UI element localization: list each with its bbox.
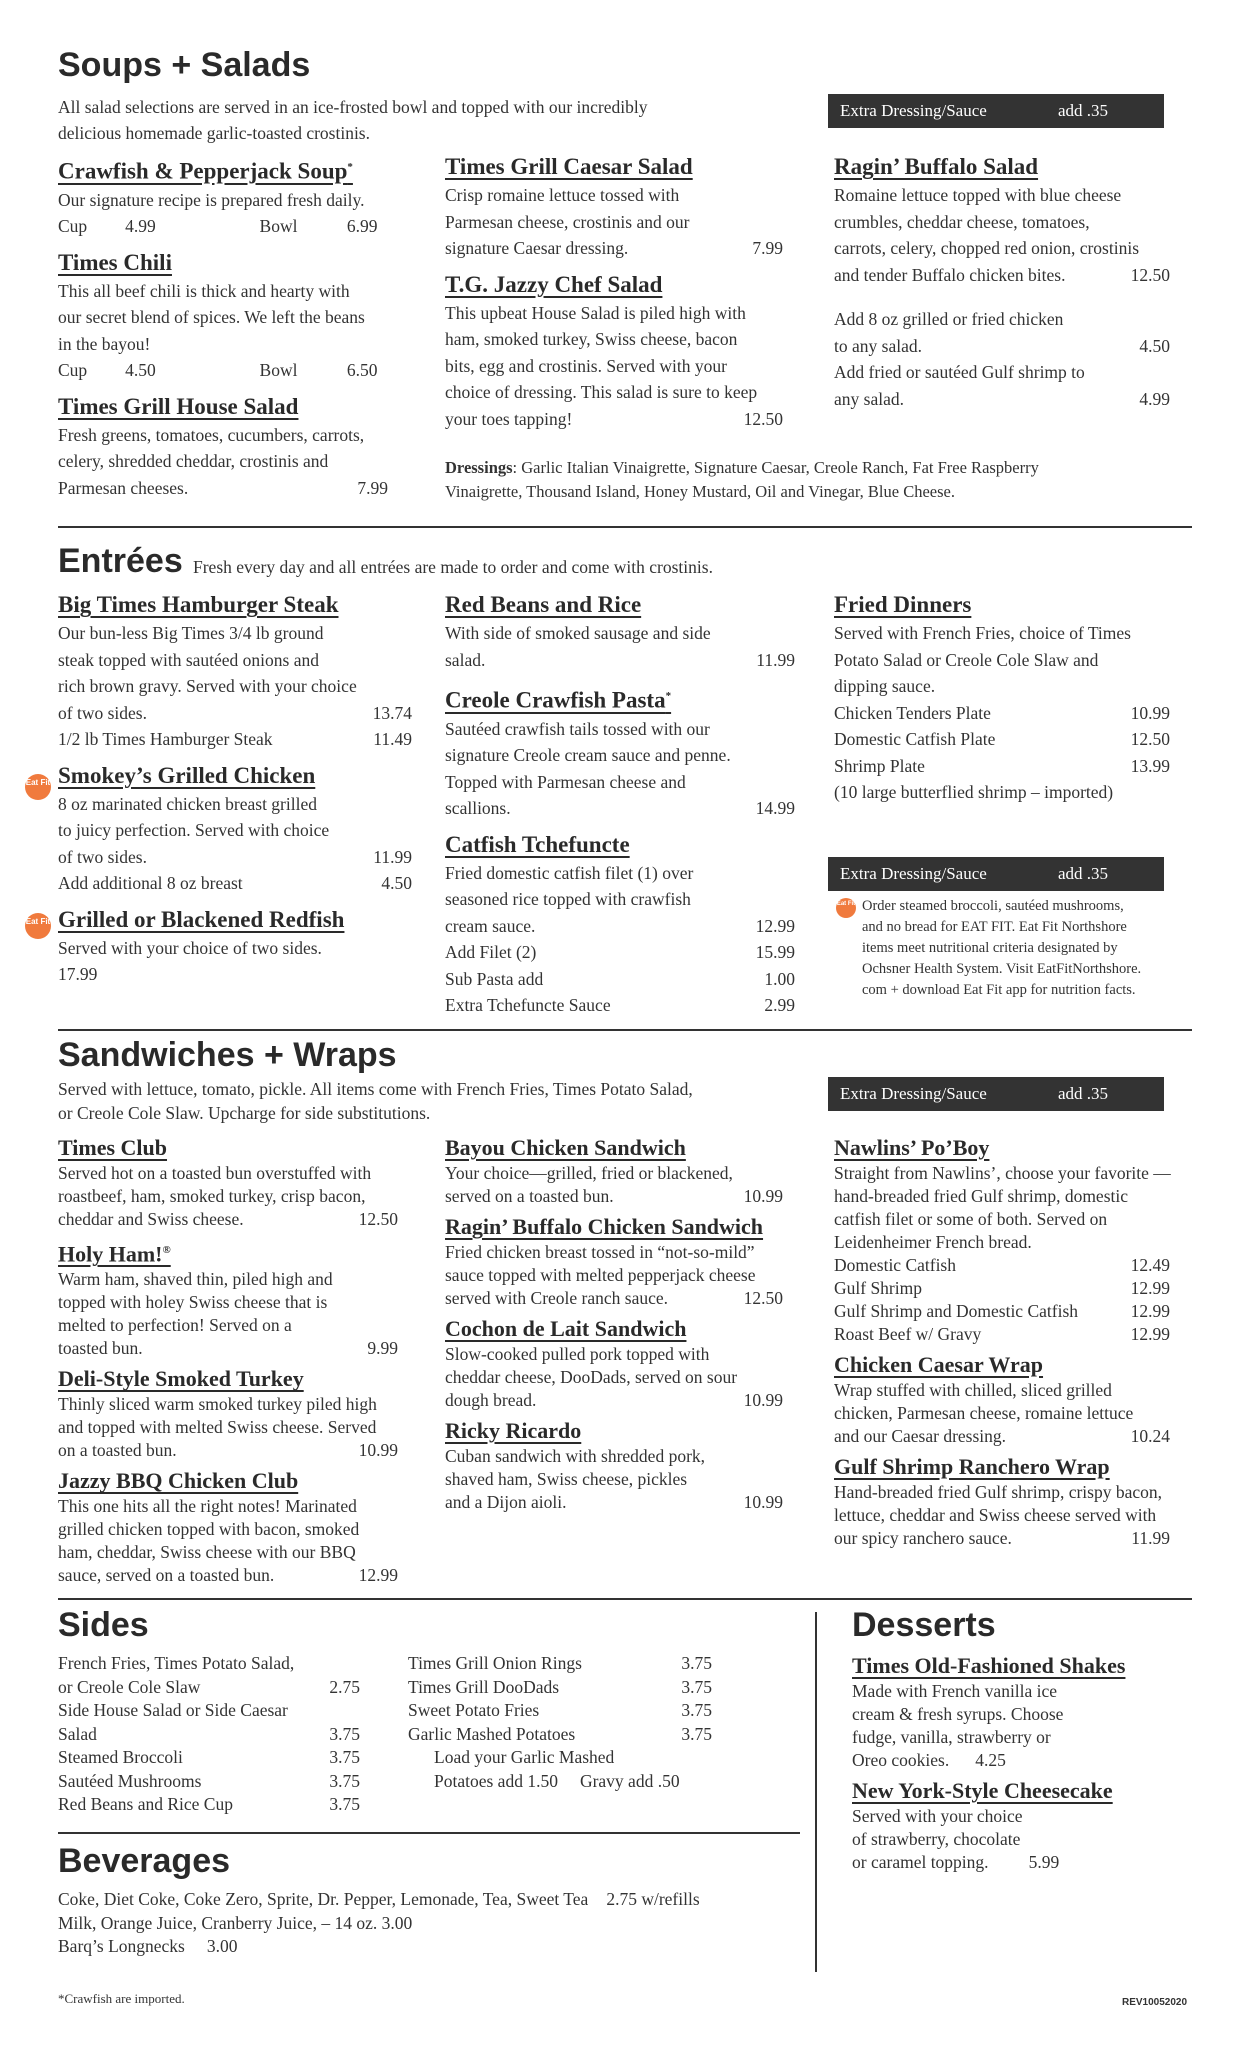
item-title: T.G. Jazzy Chef Salad <box>445 271 663 297</box>
eat-fit-icon: Eat Fit <box>836 898 856 918</box>
menu-item: Ragin’ Buffalo Chicken Sandwich Fried chicken breast tossed in “not-so-mild” sauce topped with melted pepperjack cheese served with Creole ranch sauce. 12.50 <box>445 1213 795 1310</box>
item-title: Bayou Chicken Sandwich <box>445 1135 686 1160</box>
item-title: Times Chili <box>58 249 172 275</box>
footnote: *Crawfish are imported. <box>58 1991 185 2006</box>
item-title: Times Old-Fashioned Shakes <box>852 1653 1126 1678</box>
sandwiches-intro: Served with lettuce, tomato, pickle. All items come with French Fries, Times Potato Salad, or Creole Cole Slaw. Upcharge for side substitutions. <box>58 1079 693 1123</box>
soups-col-1 <box>58 152 414 509</box>
sandwiches-col-2 <box>445 1134 795 1519</box>
item-title: Times Grill Caesar Salad <box>445 154 693 179</box>
extra-dressing-bar: Extra Dressing/Sauce add .35 <box>828 94 1164 128</box>
menu-item: Red Beans and Rice With side of smoked sausage and side salad. 11.99 <box>445 592 795 670</box>
entrees-section-title: Entrées <box>58 542 183 580</box>
sides-section-title: Sides <box>58 1606 149 1644</box>
menu-item: Grilled or Blackened Redfish Served with your choice of two sides. 17.99 <box>58 905 412 988</box>
menu-item: Fried Dinners Served with French Fries, choice of Times Potato Salad or Creole Cole Slaw and dipping sauce. Chicken Tenders Plate 10.99 Domestic Catfish Plate 12.50 Shrimp Plate 13.99 (10 large butterflied shrimp – imported) <box>834 592 1170 802</box>
item-title: Times Grill House Salad <box>58 393 299 419</box>
eat-fit-note: Order steamed broccoli, sautéed mushrooms, and no bread for EAT FIT. Eat Fit Northshore items meet nutritional criteria designated by Ochsner Health System. Visit EatFitNorthshore. com + download Eat Fit app for nutrition facts. <box>862 898 1142 998</box>
item-title: Jazzy BBQ Chicken Club <box>58 1468 299 1494</box>
item-title: Catfish Tchefuncte <box>445 831 630 857</box>
item-title: Smokey’s Grilled Chicken <box>58 762 316 788</box>
eat-fit-icon: Eat Fit <box>25 913 51 939</box>
menu-item: Crawfish & Pepperjack Soup* Our signature recipe is prepared fresh daily. Cup 4.99 Bowl 6.99 <box>58 158 378 237</box>
divider <box>58 1598 1192 1600</box>
sides-col-2: Times Grill Onion Rings 3.75 Times Grill DooDads 3.75 Sweet Potato Fries 3.75 Garlic Mashed Potatoes 3.75 Load your Garlic Mashed Potatoes add 1.50 Gravy add .50 <box>408 1653 712 1791</box>
sandwiches-col-3 <box>834 1134 1186 1555</box>
menu-item: Chicken Caesar Wrap Wrap stuffed with chilled, sliced grilled chicken, Parmesan cheese, romaine lettuce and our Caesar dressing. 10.24 <box>834 1351 1186 1448</box>
soups-intro: All salad selections are served in an ice-frosted bowl and topped with our incredibly delicious homemade garlic-toasted crostinis. <box>58 97 648 143</box>
item-title: New York-Style Cheesecake <box>852 1778 1113 1803</box>
soups-col-3 <box>834 152 1194 412</box>
menu-item: Nawlins’ Po’Boy Straight from Nawlins’, choose your favorite — hand-breaded fried Gulf shrimp, domestic catfish filet or some of both. Served on Leidenheimer French bread. Domestic Catfish 12.49 Gulf Shrimp 12.99 Gulf Shrimp and Domestic Catfish 12.99 Roast Beef w/ Gravy 12.99 <box>834 1134 1186 1346</box>
menu-item: Catfish Tchefuncte Fried domestic catfish filet (1) over seasoned rice topped with crawfish cream sauce. 12.99 Add Filet (2) 15.99 Sub Pasta add 1.00 Extra Tchefuncte Sauce 2.99 <box>445 831 795 1016</box>
vertical-divider <box>815 1612 817 1972</box>
menu-item: New York-Style Cheesecake Served with your choice of strawberry, chocolate or caramel topping. 5.99 <box>852 1777 1182 1874</box>
menu-item: Holy Ham!® Warm ham, shaved thin, piled high and topped with holey Swiss cheese that is melted to perfection! Served on a toasted bun. 9.99 <box>58 1241 398 1359</box>
item-title: Ragin’ Buffalo Salad <box>834 154 1039 179</box>
beverages-section-title: Beverages <box>58 1842 231 1880</box>
extra-dressing-bar: Extra Dressing/Sauce add .35 <box>828 857 1164 891</box>
entrees-col-3 <box>834 590 1170 814</box>
revision-code: REV10052020 <box>1122 1997 1188 2008</box>
item-title: Ricky Ricardo <box>445 1418 582 1443</box>
menu-item: Times Chili This all beef chili is thick and hearty with our secret blend of spices. We left the beans in the bayou! Cup 4.50 Bowl 6.50 <box>58 248 414 384</box>
sandwiches-col-1 <box>58 1134 412 1592</box>
item-title: Grilled or Blackened Redfish <box>58 906 345 932</box>
menu-item: Creole Crawfish Pasta* Sautéed crawfish tails tossed with our signature Creole cream sauce and penne. Topped with Parmesan cheese and scallions. 14.99 <box>445 687 795 819</box>
item-title: Creole Crawfish Pasta <box>445 687 666 713</box>
menu-item: Times Club Served hot on a toasted bun overstuffed with roastbeef, ham, smoked turkey, crisp bacon, cheddar and Swiss cheese. 12.50 <box>58 1134 412 1231</box>
sandwiches-section-title: Sandwiches + Wraps <box>58 1036 397 1074</box>
menu-item: Bayou Chicken Sandwich Your choice—grilled, fried or blackened, served on a toasted bun. 10.99 <box>445 1134 795 1208</box>
menu-item: Times Grill Caesar Salad Crisp romaine lettuce tossed with Parmesan cheese, crostinis and our signature Caesar dressing. 7.99 <box>445 152 790 262</box>
item-title: Gulf Shrimp Ranchero Wrap <box>834 1454 1110 1479</box>
menu-item: Deli-Style Smoked Turkey Thinly sliced warm smoked turkey piled high and topped with melted Swiss cheese. Served on a toasted bun. 10.99 <box>58 1365 412 1462</box>
item-title: Cochon de Lait Sandwich <box>445 1316 687 1341</box>
item-title: Crawfish & Pepperjack Soup <box>58 158 348 184</box>
item-title: Ragin’ Buffalo Chicken Sandwich <box>445 1214 764 1239</box>
menu-item: Times Grill House Salad Fresh greens, tomatoes, cucumbers, carrots, celery, shredded cheddar, crostinis and Parmesan cheeses. 7.99 <box>58 392 414 502</box>
salad-addons: Add 8 oz grilled or fried chicken to any salad. 4.50 Add fried or sautéed Gulf shrimp to any salad. 4.99 <box>834 309 1170 409</box>
menu-item: Big Times Hamburger Steak Our bun-less Big Times 3/4 lb ground steak topped with sautéed onions and rich brown gravy. Served with your choice of two sides. 13.74 1/2 lb Times Hamburger Steak 11.49 <box>58 592 412 749</box>
entrees-col-2 <box>445 590 795 1027</box>
desserts-section-title: Desserts <box>852 1606 996 1644</box>
menu-item: Smokey’s Grilled Chicken 8 oz marinated chicken breast grilled to juicy perfection. Served with choice of two sides. 11.99 Add additional 8 oz breast 4.50 <box>58 762 412 893</box>
menu-item: Ragin’ Buffalo Salad Romaine lettuce topped with blue cheese crumbles, cheddar cheese, tomatoes, carrots, celery, chopped red onion, crostinis and tender Buffalo chicken bites. 12.50 <box>834 152 1194 288</box>
divider <box>58 526 1192 528</box>
extra-dressing-bar: Extra Dressing/Sauce add .35 <box>828 1077 1164 1111</box>
divider <box>58 1029 1192 1031</box>
item-title: Big Times Hamburger Steak <box>58 592 339 617</box>
beverages-list: Coke, Diet Coke, Coke Zero, Sprite, Dr. Pepper, Lemonade, Tea, Sweet Tea 2.75 w/refills Milk, Orange Juice, Cranberry Juice, – 14 oz. 3.00 Barq’s Longnecks 3.00 <box>58 1889 700 1956</box>
item-title: Fried Dinners <box>834 592 972 617</box>
eat-fit-icon: Eat Fit <box>25 774 51 800</box>
item-title: Holy Ham! <box>58 1241 163 1267</box>
menu-item: T.G. Jazzy Chef Salad This upbeat House Salad is piled high with ham, smoked turkey, Swiss cheese, bacon bits, egg and crostinis. Served with your choice of dressing. This salad is sure to keep your toes tapping! 12.50 <box>445 270 790 433</box>
desserts-col <box>852 1652 1182 1879</box>
item-title: Nawlins’ Po’Boy <box>834 1135 990 1160</box>
entrees-col-1 <box>58 590 412 996</box>
menu-item: Gulf Shrimp Ranchero Wrap Hand-breaded fried Gulf shrimp, crispy bacon, lettuce, cheddar and Swiss cheese served with our spicy ranchero sauce. 11.99 <box>834 1453 1186 1550</box>
soups-col-2 <box>445 152 790 440</box>
menu-item: Times Old-Fashioned Shakes Made with French vanilla ice cream & fresh syrups. Choose fudge, vanilla, strawberry or Oreo cookies. 4.25 <box>852 1652 1182 1772</box>
item-title: Chicken Caesar Wrap <box>834 1352 1044 1377</box>
divider <box>58 1832 800 1834</box>
menu-item: Cochon de Lait Sandwich Slow-cooked pulled pork topped with cheddar cheese, DooDads, served on sour dough bread. 10.99 <box>445 1315 795 1412</box>
menu-item: Ricky Ricardo Cuban sandwich with shredded pork, shaved ham, Swiss cheese, pickles and a Dijon aioli. 10.99 <box>445 1417 795 1514</box>
item-title: Times Club <box>58 1135 168 1160</box>
soups-section-title: Soups + Salads <box>58 46 311 84</box>
sides-col-1: French Fries, Times Potato Salad, or Creole Cole Slaw 2.75 Side House Salad or Side Caesar Salad 3.75 Steamed Broccoli 3.75 Sautéed Mushrooms 3.75 Red Beans and Rice Cup 3.75 <box>58 1653 360 1814</box>
entrees-intro: Fresh every day and all entrées are made to order and come with crostinis. <box>193 557 713 577</box>
item-title: Red Beans and Rice <box>445 592 642 617</box>
item-title: Deli-Style Smoked Turkey <box>58 1366 304 1392</box>
menu-item: Jazzy BBQ Chicken Club This one hits all the right notes! Marinated grilled chicken topped with bacon, smoked ham, cheddar, Swiss cheese with our BBQ sauce, served on a toasted bun. 12.99 <box>58 1467 412 1587</box>
dressings-list: Dressings: Garlic Italian Vinaigrette, Signature Caesar, Creole Ranch, Fat Free Raspberry Vinaigrette, Thousand Island, Honey Mustard, Oil and Vinegar, Blue Cheese. <box>445 458 1039 501</box>
